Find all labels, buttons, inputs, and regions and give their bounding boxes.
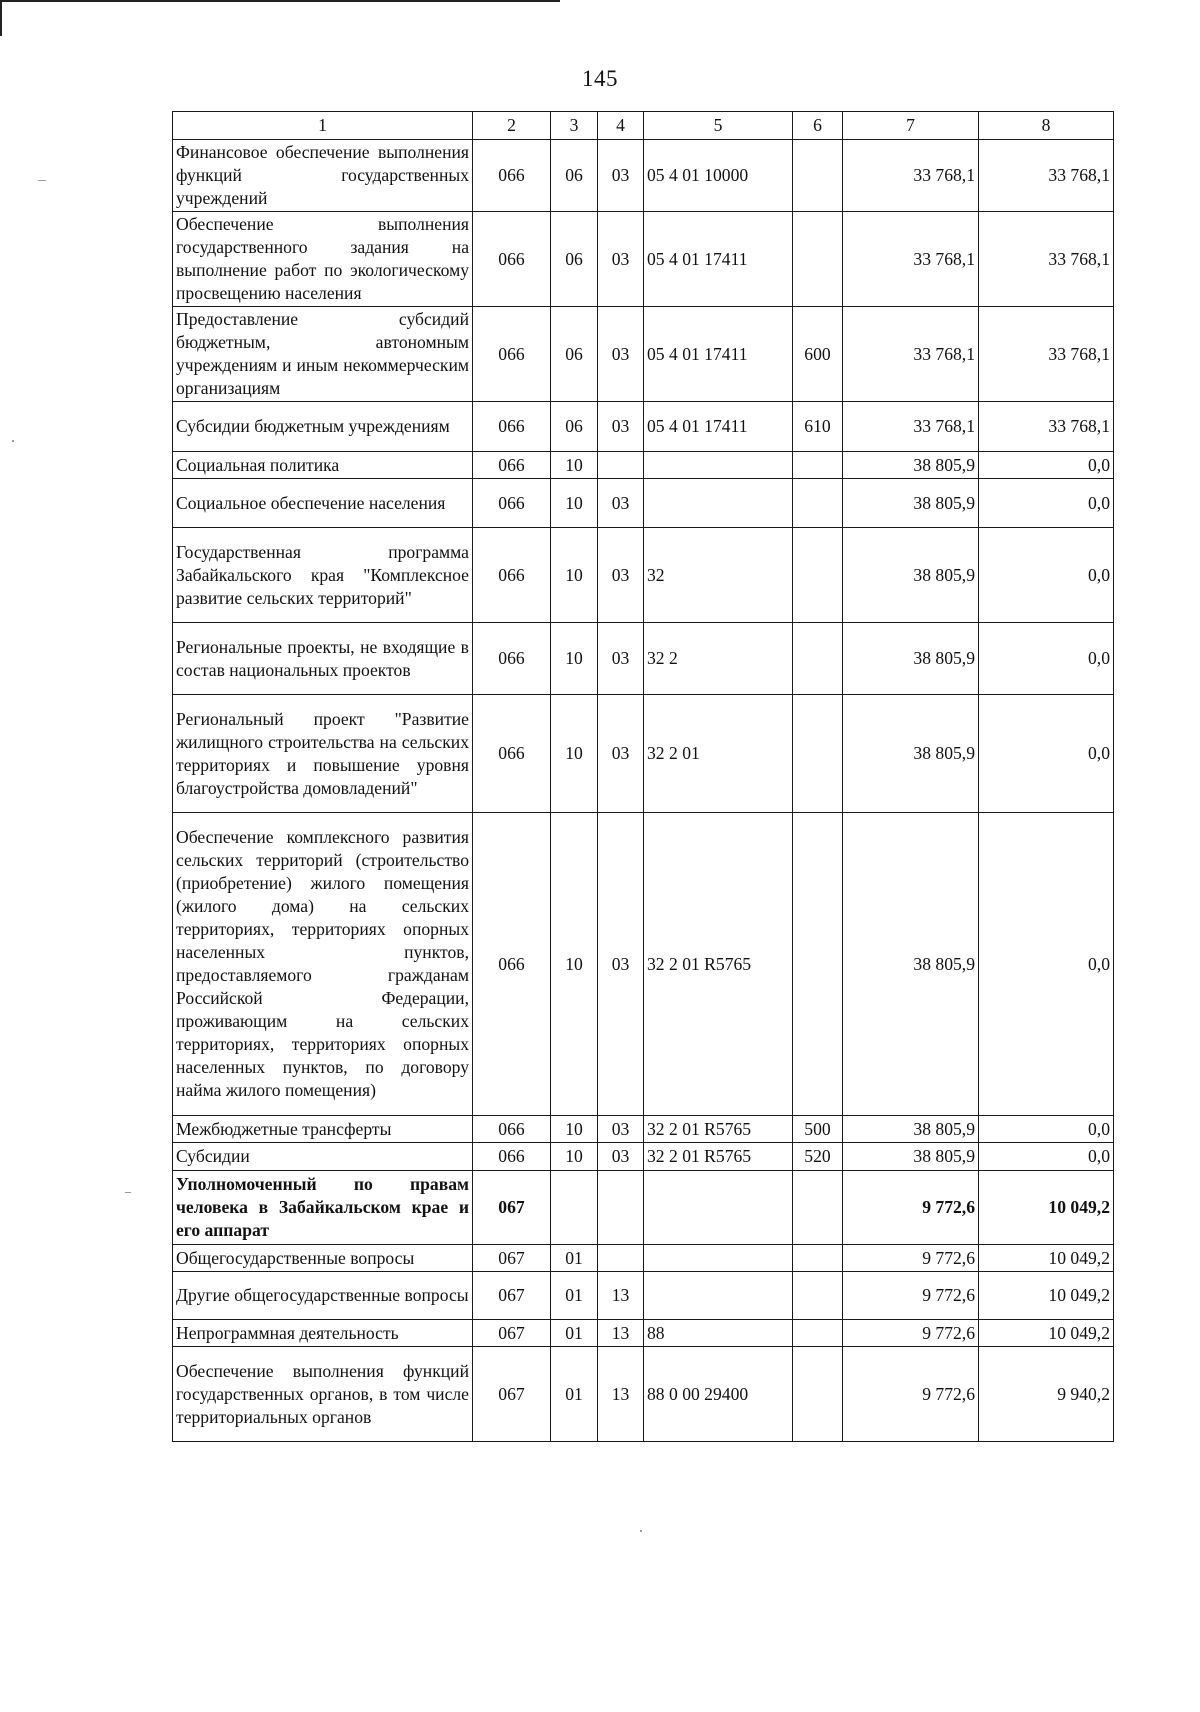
cell-target-article [644, 1272, 793, 1320]
cell-name: Социальное обеспечение населения [173, 479, 473, 528]
cell-amount-8: 0,0 [979, 528, 1114, 623]
cell-amount-8: 10 049,2 [979, 1320, 1114, 1347]
cell-subsection-code: 03 [598, 479, 644, 528]
cell-expense-type [793, 695, 843, 813]
cell-target-article [644, 1171, 793, 1245]
cell-chapter-code: 066 [473, 212, 551, 307]
cell-expense-type [793, 1272, 843, 1320]
cell-amount-8: 10 049,2 [979, 1272, 1114, 1320]
cell-amount-7: 33 768,1 [843, 212, 979, 307]
cell-chapter-code: 066 [473, 402, 551, 452]
table-row [173, 212, 1114, 307]
table-row [173, 528, 1114, 623]
cell-target-article: 05 4 01 17411 [644, 212, 793, 307]
table-row [173, 1143, 1114, 1171]
cell-target-article [644, 1245, 793, 1272]
cell-target-article: 32 2 01 R5765 [644, 1143, 793, 1171]
cell-target-article: 05 4 01 10000 [644, 140, 793, 212]
cell-name: Региональные проекты, не входящие в состав национальных проектов [173, 623, 473, 695]
cell-section-code: 10 [551, 528, 598, 623]
cell-amount-8: 33 768,1 [979, 212, 1114, 307]
cell-subsection-code: 03 [598, 1116, 644, 1143]
table-row [173, 452, 1114, 479]
scan-edge-left [0, 0, 2, 36]
table-row [173, 307, 1114, 402]
cell-name: Государственная программа Забайкальского края "Комплексное развитие сельских территорий" [173, 528, 473, 623]
cell-chapter-code: 067 [473, 1347, 551, 1442]
cell-chapter-code: 066 [473, 452, 551, 479]
cell-target-article: 32 2 01 R5765 [644, 1116, 793, 1143]
cell-target-article: 32 2 01 [644, 695, 793, 813]
cell-chapter-code: 067 [473, 1272, 551, 1320]
cell-name: Непрограммная деятельность [173, 1320, 473, 1347]
cell-name: Уполномоченный по правам человека в Забайкальском крае и его аппарат [173, 1171, 473, 1245]
cell-amount-8: 9 940,2 [979, 1347, 1114, 1442]
cell-section-code: 01 [551, 1320, 598, 1347]
cell-chapter-code: 066 [473, 623, 551, 695]
cell-target-article: 32 [644, 528, 793, 623]
cell-section-code: 01 [551, 1347, 598, 1442]
cell-expense-type [793, 1245, 843, 1272]
cell-expense-type: 500 [793, 1116, 843, 1143]
cell-subsection-code: 03 [598, 695, 644, 813]
table-row [173, 1347, 1114, 1442]
cell-subsection-code: 13 [598, 1272, 644, 1320]
cell-expense-type [793, 479, 843, 528]
cell-subsection-code: 13 [598, 1320, 644, 1347]
column-header-4: 4 [598, 112, 644, 140]
cell-section-code: 10 [551, 479, 598, 528]
scan-edge-top [0, 0, 560, 2]
cell-section-code: 10 [551, 695, 598, 813]
cell-amount-7: 9 772,6 [843, 1171, 979, 1245]
cell-section-code: 10 [551, 1143, 598, 1171]
cell-section-code: 06 [551, 140, 598, 212]
column-header-5: 5 [644, 112, 793, 140]
cell-subsection-code: 03 [598, 307, 644, 402]
cell-amount-8: 10 049,2 [979, 1171, 1114, 1245]
cell-amount-8: 33 768,1 [979, 307, 1114, 402]
table-row [173, 695, 1114, 813]
cell-amount-7: 9 772,6 [843, 1245, 979, 1272]
cell-target-article [644, 479, 793, 528]
cell-subsection-code: 03 [598, 140, 644, 212]
table-row [173, 813, 1114, 1116]
column-header-7: 7 [843, 112, 979, 140]
scan-speck [125, 1192, 131, 1193]
cell-subsection-code: 03 [598, 528, 644, 623]
cell-section-code [551, 1171, 598, 1245]
column-header-3: 3 [551, 112, 598, 140]
table-row [173, 1116, 1114, 1143]
cell-name: Обеспечение комплексного развития сельских территорий (строительство (приобретение) жилого помещения (жилого дома) на сельских территориях, территориях опорных населенных пунктов, предоставляемого гражданам Российской Федерации, проживающим на сельских территориях, территориях опорных населенных пунктов, по договору найма жилого помещения) [173, 813, 473, 1116]
cell-subsection-code [598, 1171, 644, 1245]
cell-chapter-code: 066 [473, 307, 551, 402]
cell-target-article: 05 4 01 17411 [644, 307, 793, 402]
cell-section-code: 10 [551, 813, 598, 1116]
cell-section-code: 10 [551, 1116, 598, 1143]
cell-chapter-code: 066 [473, 140, 551, 212]
cell-expense-type [793, 452, 843, 479]
cell-name: Другие общегосударственные вопросы [173, 1272, 473, 1320]
cell-amount-7: 9 772,6 [843, 1320, 979, 1347]
cell-amount-7: 38 805,9 [843, 1143, 979, 1171]
budget-table [172, 111, 1114, 1442]
cell-amount-7: 33 768,1 [843, 307, 979, 402]
table-row [173, 1320, 1114, 1347]
cell-amount-7: 38 805,9 [843, 528, 979, 623]
cell-expense-type [793, 212, 843, 307]
cell-expense-type [793, 813, 843, 1116]
cell-section-code: 10 [551, 623, 598, 695]
column-header-6: 6 [793, 112, 843, 140]
column-header-8: 8 [979, 112, 1114, 140]
cell-name: Финансовое обеспечение выполнения функций государственных учреждений [173, 140, 473, 212]
cell-section-code: 01 [551, 1272, 598, 1320]
cell-name: Общегосударственные вопросы [173, 1245, 473, 1272]
cell-name: Субсидии [173, 1143, 473, 1171]
cell-amount-8: 0,0 [979, 695, 1114, 813]
cell-chapter-code: 066 [473, 528, 551, 623]
cell-chapter-code: 066 [473, 1116, 551, 1143]
cell-name: Социальная политика [173, 452, 473, 479]
cell-chapter-code: 066 [473, 1143, 551, 1171]
table-row [173, 479, 1114, 528]
cell-amount-7: 33 768,1 [843, 140, 979, 212]
cell-subsection-code: 03 [598, 1143, 644, 1171]
cell-amount-7: 9 772,6 [843, 1272, 979, 1320]
table-row [173, 623, 1114, 695]
cell-amount-7: 9 772,6 [843, 1347, 979, 1442]
table-row [173, 1245, 1114, 1272]
cell-name: Обеспечение выполнения государственного задания на выполнение работ по экологическому просвещению населения [173, 212, 473, 307]
scan-speck [38, 180, 46, 181]
cell-amount-8: 33 768,1 [979, 402, 1114, 452]
cell-amount-7: 33 768,1 [843, 402, 979, 452]
scan-speck [640, 1530, 642, 1532]
column-header-1: 1 [173, 112, 473, 140]
table-row [173, 402, 1114, 452]
table-row [173, 1272, 1114, 1320]
cell-target-article: 05 4 01 17411 [644, 402, 793, 452]
cell-chapter-code: 067 [473, 1320, 551, 1347]
cell-chapter-code: 066 [473, 813, 551, 1116]
cell-amount-7: 38 805,9 [843, 623, 979, 695]
cell-subsection-code: 03 [598, 813, 644, 1116]
cell-section-code: 06 [551, 307, 598, 402]
cell-subsection-code: 03 [598, 212, 644, 307]
page-number: 145 [582, 66, 618, 91]
cell-subsection-code [598, 452, 644, 479]
cell-amount-7: 38 805,9 [843, 1116, 979, 1143]
cell-amount-8: 0,0 [979, 1143, 1114, 1171]
cell-chapter-code: 066 [473, 479, 551, 528]
cell-amount-8: 0,0 [979, 623, 1114, 695]
cell-amount-8: 0,0 [979, 813, 1114, 1116]
cell-amount-8: 0,0 [979, 479, 1114, 528]
cell-amount-7: 38 805,9 [843, 452, 979, 479]
cell-target-article: 88 [644, 1320, 793, 1347]
cell-name: Субсидии бюджетным учреждениям [173, 402, 473, 452]
column-header-2: 2 [473, 112, 551, 140]
cell-expense-type [793, 528, 843, 623]
cell-amount-8: 10 049,2 [979, 1245, 1114, 1272]
cell-subsection-code: 13 [598, 1347, 644, 1442]
scan-speck [12, 440, 14, 442]
cell-amount-8: 0,0 [979, 452, 1114, 479]
cell-section-code: 01 [551, 1245, 598, 1272]
cell-chapter-code: 066 [473, 695, 551, 813]
cell-amount-7: 38 805,9 [843, 695, 979, 813]
cell-subsection-code: 03 [598, 623, 644, 695]
cell-section-code: 10 [551, 452, 598, 479]
cell-target-article: 32 2 [644, 623, 793, 695]
cell-expense-type: 520 [793, 1143, 843, 1171]
cell-subsection-code [598, 1245, 644, 1272]
table-row [173, 140, 1114, 212]
cell-amount-7: 38 805,9 [843, 479, 979, 528]
cell-name: Региональный проект "Развитие жилищного строительства на сельских территориях и повышение уровня благоустройства домовладений" [173, 695, 473, 813]
cell-subsection-code: 03 [598, 402, 644, 452]
cell-name: Межбюджетные трансферты [173, 1116, 473, 1143]
cell-amount-8: 0,0 [979, 1116, 1114, 1143]
cell-target-article: 32 2 01 R5765 [644, 813, 793, 1116]
cell-target-article: 88 0 00 29400 [644, 1347, 793, 1442]
cell-name: Предоставление субсидий бюджетным, автономным учреждениям и иным некоммерческим организациям [173, 307, 473, 402]
cell-section-code: 06 [551, 212, 598, 307]
cell-expense-type [793, 1347, 843, 1442]
cell-expense-type [793, 623, 843, 695]
cell-target-article [644, 452, 793, 479]
cell-amount-7: 38 805,9 [843, 813, 979, 1116]
cell-expense-type: 610 [793, 402, 843, 452]
cell-expense-type [793, 1171, 843, 1245]
cell-chapter-code: 067 [473, 1171, 551, 1245]
cell-name: Обеспечение выполнения функций государственных органов, в том числе территориальных органов [173, 1347, 473, 1442]
cell-section-code: 06 [551, 402, 598, 452]
cell-expense-type [793, 1320, 843, 1347]
cell-chapter-code: 067 [473, 1245, 551, 1272]
cell-expense-type: 600 [793, 307, 843, 402]
cell-amount-8: 33 768,1 [979, 140, 1114, 212]
cell-expense-type [793, 140, 843, 212]
header-row [173, 112, 1114, 140]
table-row [173, 1171, 1114, 1245]
